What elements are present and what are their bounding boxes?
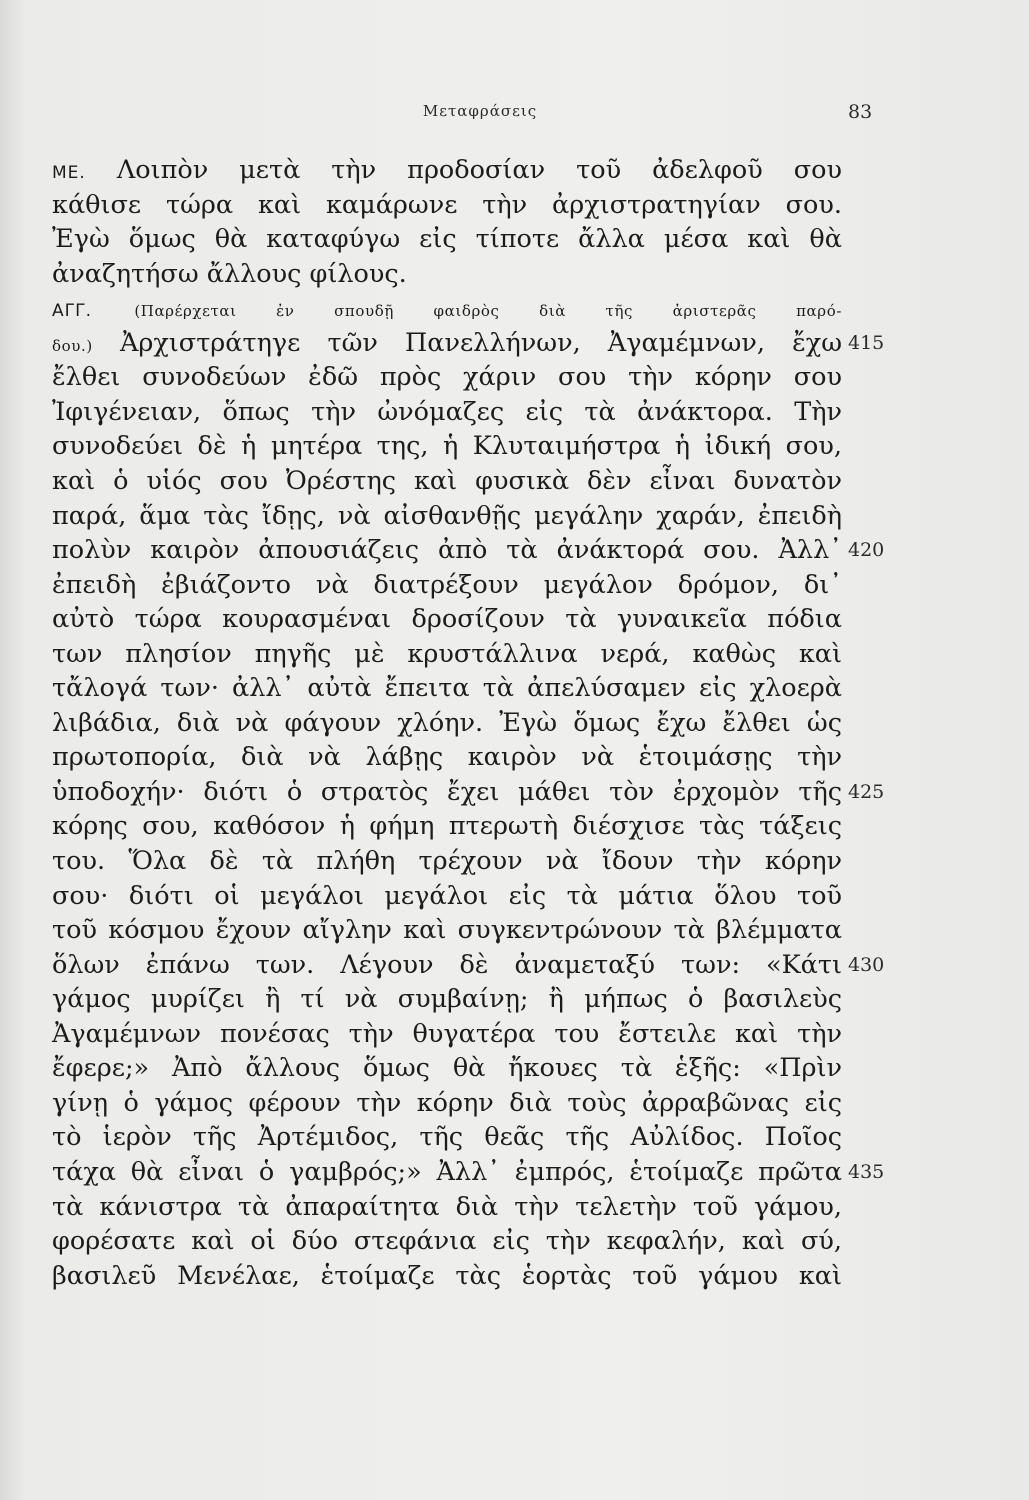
- text-line: [52, 326, 842, 363]
- line-text: πολὺν καιρὸν ἀπουσιάζεις ἀπὸ τὰ ἀνάκτορά σου. Ἀλλ᾽: [52, 535, 842, 565]
- line-text: ὅλων ἐπάνω των. Λέγουν δὲ ἀναμεταξύ των: «Κάτι: [52, 950, 842, 980]
- text-line: [52, 740, 842, 774]
- line-text: γάμος μυρίζει ἢ τί νὰ συμβαίνῃ; ἢ μήπως ὁ βασιλεὺς: [52, 984, 842, 1014]
- text-line: [52, 948, 842, 982]
- text-line: [52, 1017, 842, 1051]
- text-line: [52, 153, 842, 190]
- text-line: [52, 1155, 842, 1189]
- text-line: [52, 188, 842, 222]
- text-line: [52, 395, 842, 429]
- text-line: [52, 222, 842, 256]
- verse-line-number: 420: [848, 539, 885, 561]
- text-line: [52, 809, 842, 843]
- text-line: [52, 637, 842, 671]
- speaker-label: ΜΕ.: [52, 163, 86, 183]
- line-text: βασιλεῦ Μενέλαε, ἑτοίμαζε τὰς ἑορτὰς τοῦ γάμου καὶ: [52, 1261, 842, 1291]
- text-line: [52, 257, 842, 291]
- text-line: [52, 1051, 842, 1085]
- line-text: Ἀρχιστράτηγε τῶν Πανελλήνων, Ἀγαμέμνων, ἔχω: [119, 328, 842, 358]
- line-text: ὑποδοχήν· διότι ὁ στρατὸς ἔχει μάθει τὸν ἐρχομὸν τῆς: [52, 777, 842, 807]
- speaker-label: ΑΓΓ.: [52, 301, 92, 321]
- line-text: σου· διότι οἱ μεγάλοι μεγάλοι εἰς τὰ μάτια ὅλου τοῦ: [52, 881, 842, 911]
- line-text: Λοιπὸν μετὰ τὴν προδοσίαν τοῦ ἀδελφοῦ σου: [116, 155, 842, 185]
- text-line: [52, 1224, 842, 1258]
- text-line: [52, 1120, 842, 1154]
- stage-direction: (Παρέρχεται ἐν σπουδῇ φαιδρὸς διὰ τῆς ἀριστερᾶς παρό-: [134, 302, 842, 320]
- text-line: [52, 1086, 842, 1120]
- text-line: [52, 913, 842, 947]
- verse-line-number: 425: [848, 781, 885, 803]
- text-line: [52, 429, 842, 463]
- line-text: τοῦ κόσμου ἔχουν αἴγλην καὶ συγκεντρώνουν τὰ βλέμματα: [52, 915, 842, 945]
- line-text: τάχα θὰ εἶναι ὁ γαμβρός;» Ἀλλ᾽ ἐμπρός, ἑτοίμαζε πρῶτα: [52, 1157, 842, 1187]
- text-line: [52, 291, 842, 328]
- line-text: Ἰφιγένειαν, ὅπως τὴν ὠνόμαζες εἰς τὰ ἀνάκτορα. Τὴν: [52, 397, 842, 427]
- text-line: [52, 775, 842, 809]
- verse-line-number: 435: [848, 1161, 885, 1183]
- line-text: καὶ ὁ υἱός σου Ὀρέστης καὶ φυσικὰ δὲν εἶναι δυνατὸν: [52, 466, 842, 496]
- text-line: [52, 844, 842, 878]
- line-text: των πλησίον πηγῆς μὲ κρυστάλλινα νερά, καθὼς καὶ: [52, 639, 842, 669]
- text-line: [52, 706, 842, 740]
- text-line: [52, 879, 842, 913]
- line-text: πρωτοπορία, διὰ νὰ λάβῃς καιρὸν νὰ ἑτοιμάσῃς τὴν: [52, 742, 842, 772]
- line-text: γίνῃ ὁ γάμος φέρουν τὴν κόρην διὰ τοὺς ἀρραβῶνας εἰς: [52, 1088, 842, 1118]
- text-line: [52, 671, 842, 705]
- page-number: 83: [848, 101, 873, 123]
- line-text: παρά, ἅμα τὰς ἴδῃς, νὰ αἰσθανθῇς μεγάλην χαράν, ἐπειδὴ: [52, 501, 842, 531]
- text-line: [52, 1190, 842, 1224]
- text-line: [52, 1259, 842, 1293]
- text-line: [52, 499, 842, 533]
- running-header: Μεταφράσεις: [422, 102, 538, 120]
- line-text: τὰ κάνιστρα τὰ ἀπαραίτητα διὰ τὴν τελετὴν τοῦ γάμου,: [52, 1192, 842, 1222]
- verse-line-number: 430: [848, 954, 885, 976]
- line-text: συνοδεύει δὲ ἡ μητέρα της, ἡ Κλυταιμήστρα ἡ ἰδική σου,: [52, 431, 842, 461]
- stage-direction: δου.): [52, 337, 93, 355]
- text-line: [52, 602, 842, 636]
- text-line: [52, 533, 842, 567]
- line-text: ἔλθει συνοδεύων ἐδῶ πρὸς χάριν σου τὴν κόρην σου: [52, 362, 842, 392]
- text-line: [52, 982, 842, 1016]
- text-line: [52, 360, 842, 394]
- line-text: του. Ὅλα δὲ τὰ πλήθη τρέχουν νὰ ἴδουν τὴν κόρην: [52, 846, 842, 876]
- line-text: Ἀγαμέμνων πονέσας τὴν θυγατέρα του ἔστειλε καὶ τὴν: [52, 1019, 842, 1049]
- text-line: [52, 568, 842, 602]
- text-line: [52, 464, 842, 498]
- verse-line-number: 415: [848, 332, 885, 354]
- line-text: κάθισε τώρα καὶ καμάρωνε τὴν ἀρχιστρατηγίαν σου.: [52, 190, 842, 220]
- line-text: Ἐγὼ ὅμως θὰ καταφύγω εἰς τίποτε ἄλλα μέσα καὶ θὰ: [52, 224, 842, 254]
- line-text: ἐπειδὴ ἐβιάζοντο νὰ διατρέξουν μεγάλον δρόμον, δι᾽: [52, 570, 842, 600]
- line-text: τὸ ἱερὸν τῆς Ἀρτέμιδος, τῆς θεᾶς τῆς Αὐλίδος. Ποῖος: [52, 1122, 842, 1152]
- line-text: λιβάδια, διὰ νὰ φάγουν χλόην. Ἐγὼ ὅμως ἔχω ἔλθει ὡς: [52, 708, 842, 738]
- line-text: τἄλογά των· ἀλλ᾽ αὐτὰ ἔπειτα τὰ ἀπελύσαμεν εἰς χλοερὰ: [52, 673, 842, 703]
- line-text: ἀναζητήσω ἄλλους φίλους.: [52, 259, 407, 289]
- line-text: κόρης σου, καθόσον ἡ φήμη πτερωτὴ διέσχισε τὰς τάξεις: [52, 811, 842, 841]
- line-text: φορέσατε καὶ οἱ δύο στεφάνια εἰς τὴν κεφαλήν, καὶ σύ,: [52, 1226, 842, 1256]
- line-text: αὐτὸ τώρα κουρασμέναι δροσίζουν τὰ γυναικεῖα πόδια: [52, 604, 842, 634]
- line-text: ἔφερε;» Ἀπὸ ἄλλους ὅμως θὰ ἤκουες τὰ ἑξῆς: «Πρὶν: [52, 1053, 842, 1083]
